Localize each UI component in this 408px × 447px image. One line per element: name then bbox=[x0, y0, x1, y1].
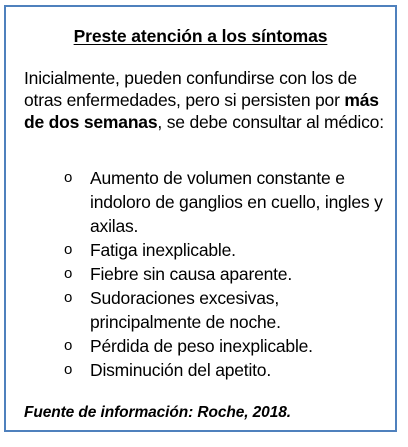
bullet-icon: o bbox=[64, 337, 73, 354]
bullet-icon: o bbox=[64, 241, 73, 258]
symptom-text: Fiebre sin causa aparente. bbox=[90, 264, 293, 284]
symptom-text: Disminución del apetito. bbox=[90, 360, 271, 380]
bullet-icon: o bbox=[64, 169, 73, 186]
source-citation: Fuente de información: Roche, 2018. bbox=[24, 404, 291, 421]
list-item bbox=[24, 238, 394, 262]
symptom-text: Aumento de volumen constante e indoloro de ganglios en cuello, ingles y axilas. bbox=[90, 168, 383, 236]
bullet-icon: o bbox=[64, 361, 73, 378]
symptom-text: Sudoraciones excesivas, principalmente de noche. bbox=[90, 288, 281, 332]
symptom-list bbox=[24, 166, 394, 382]
list-item bbox=[24, 358, 394, 382]
intro-paragraph bbox=[24, 67, 394, 133]
intro-text-after: , se debe consultar al médico: bbox=[157, 112, 384, 132]
intro-emphasis: más de dos semanas bbox=[24, 90, 379, 132]
box-title: Preste atención a los síntomas bbox=[73, 26, 328, 46]
bullet-icon: o bbox=[64, 265, 73, 282]
intro-text-before: Inicialmente, pueden confundirse con los de otras enfermedades, pero si persisten por bbox=[24, 68, 357, 110]
info-box bbox=[4, 5, 397, 432]
symptom-text: Fatiga inexplicable. bbox=[90, 240, 236, 260]
list-item bbox=[24, 262, 394, 286]
list-item bbox=[24, 334, 394, 358]
list-item bbox=[24, 286, 394, 334]
bullet-icon: o bbox=[64, 289, 73, 306]
symptom-text: Pérdida de peso inexplicable. bbox=[90, 336, 313, 356]
list-item bbox=[24, 166, 394, 238]
